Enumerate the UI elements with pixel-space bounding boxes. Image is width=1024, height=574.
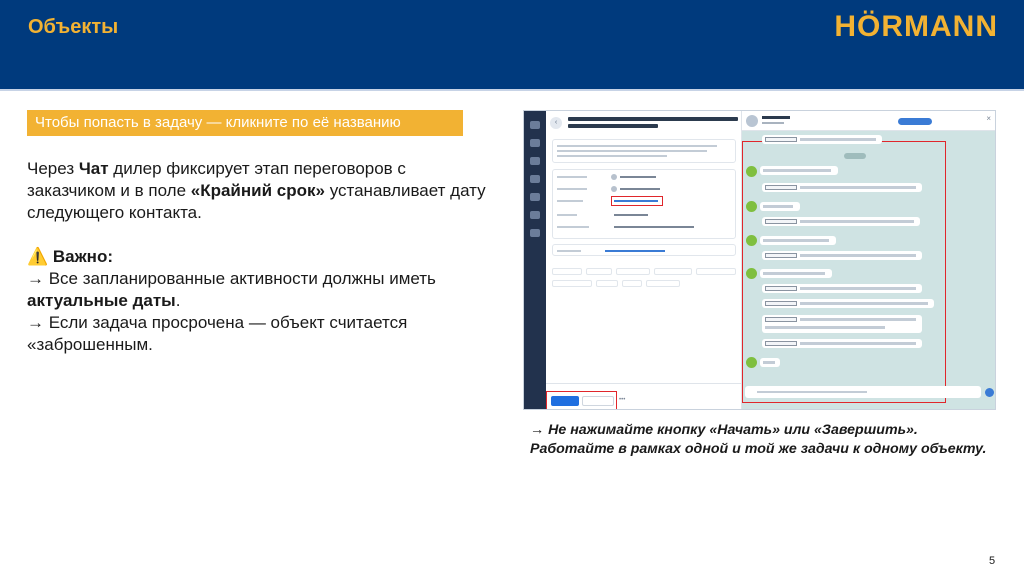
- sidebar-icon: [530, 229, 540, 237]
- chat-action-button[interactable]: [898, 118, 932, 125]
- paragraph-overdue: → Если задача просрочена — объект считается «заброшенным.: [27, 313, 408, 354]
- user-avatar: [746, 201, 757, 212]
- caption-line-1: → Не нажимайте кнопку «Начать» или «Завершить».: [530, 422, 918, 438]
- message-line: [763, 272, 825, 275]
- avatar: [611, 174, 617, 180]
- action-chip[interactable]: [586, 268, 612, 275]
- paragraph-chat: [27, 158, 497, 224]
- user-tag: [765, 137, 797, 142]
- user-tag: [765, 341, 797, 346]
- close-icon[interactable]: ×: [986, 114, 991, 123]
- chat-message: [760, 269, 832, 278]
- action-chips: [552, 268, 736, 290]
- field-label: [557, 188, 587, 190]
- action-chip[interactable]: [646, 280, 680, 287]
- chat-message: [760, 236, 836, 245]
- hormann-logo: HÖRMANN: [834, 10, 998, 43]
- text-fragment: устанавливает дату следующего контакта.: [27, 181, 486, 222]
- chat-header: [742, 111, 996, 131]
- task-panel: [546, 111, 742, 410]
- chat-subtitle-line: [762, 122, 784, 124]
- message-line: [763, 361, 775, 364]
- spacer: [27, 224, 497, 246]
- system-message: [762, 339, 922, 348]
- message-line: [800, 342, 916, 345]
- field-label: [557, 214, 577, 216]
- chat-message: [760, 202, 800, 211]
- task-fields: [552, 169, 736, 239]
- field-label: [557, 176, 587, 178]
- user-tag: [765, 286, 797, 291]
- system-message: [762, 135, 882, 144]
- text-fragment: .: [175, 291, 181, 310]
- field-value: [614, 226, 694, 228]
- task-description-box: [552, 139, 736, 163]
- user-avatar: [746, 268, 757, 279]
- header-divider: [0, 89, 1024, 91]
- message-line: [763, 239, 829, 242]
- user-tag: [765, 219, 797, 224]
- user-tag: [765, 253, 797, 258]
- emphasis-dates: актуальные даты: [27, 291, 176, 310]
- user-avatar: [746, 357, 757, 368]
- task-title-line: [568, 124, 658, 128]
- footer-divider: [546, 383, 742, 384]
- system-message: [762, 315, 922, 333]
- text-fragment: дилер фиксирует этап переговоров с заказчиком и в поле: [27, 159, 406, 200]
- desc-line: [557, 155, 667, 157]
- page-number: 5: [989, 555, 996, 567]
- message-line: [800, 220, 914, 223]
- system-message: [762, 183, 922, 192]
- action-chip[interactable]: [616, 268, 650, 275]
- user-tag: [765, 185, 797, 190]
- message-line: [763, 169, 831, 172]
- message-line: [763, 205, 793, 208]
- text-fragment: → Все запланированные активности должны иметь: [27, 269, 436, 288]
- system-message: [762, 251, 922, 260]
- message-input[interactable]: [745, 386, 981, 398]
- more-icon[interactable]: •••: [619, 397, 626, 403]
- screenshot-caption: [530, 421, 1000, 459]
- deadline-value: [614, 200, 658, 202]
- field-label: [557, 200, 583, 202]
- body-text: [27, 158, 497, 356]
- field-value: [605, 250, 665, 252]
- emphasis-chat: Чат: [78, 159, 109, 178]
- caption-line-2: Работайте в рамках одной и той же задачи к одному объекту.: [530, 441, 987, 457]
- field-label: [557, 226, 589, 228]
- sidebar-icon: [530, 193, 540, 201]
- system-message: [762, 284, 922, 293]
- user-tag: [765, 301, 797, 306]
- sidebar-icon: [530, 157, 540, 165]
- field-value: [614, 214, 648, 216]
- system-message: [762, 299, 934, 308]
- date-separator: [844, 153, 866, 159]
- screenshot-sidebar: [524, 111, 546, 410]
- field-value: [620, 188, 660, 190]
- crm-field: [552, 244, 736, 256]
- task-title-line: [568, 117, 738, 121]
- action-chip[interactable]: [654, 268, 692, 275]
- chat-avatar: [746, 115, 758, 127]
- finish-button[interactable]: [582, 396, 614, 406]
- avatar: [611, 186, 617, 192]
- message-line: [800, 138, 876, 141]
- desc-line: [557, 145, 717, 147]
- message-line: [765, 326, 885, 329]
- emphasis-deadline: «Крайний срок»: [190, 181, 325, 200]
- sidebar-icon: [530, 211, 540, 219]
- sidebar-icon: [530, 175, 540, 183]
- text-fragment: Через: [27, 159, 79, 178]
- desc-line: [557, 150, 707, 152]
- action-chip[interactable]: [552, 280, 592, 287]
- chat-message: [760, 358, 780, 367]
- message-line: [800, 287, 916, 290]
- input-placeholder-line: [757, 391, 867, 393]
- callout-banner: Чтобы попасть в задачу — кликните по её названию: [27, 110, 463, 136]
- system-message: [762, 217, 920, 226]
- page-title: Объекты: [28, 16, 119, 38]
- paragraph-dates: [27, 268, 497, 312]
- message-line: [800, 302, 928, 305]
- field-label: [557, 250, 581, 252]
- sidebar-icon: [530, 139, 540, 147]
- action-chip[interactable]: [622, 280, 642, 287]
- user-avatar: [746, 235, 757, 246]
- slide-header: [0, 0, 1024, 89]
- sidebar-icon: [530, 121, 540, 129]
- user-avatar: [746, 166, 757, 177]
- warning-label: ⚠️ Важно:: [27, 247, 113, 266]
- message-line: [800, 318, 916, 321]
- field-value: [620, 176, 656, 178]
- message-line: [800, 186, 916, 189]
- app-screenshot: [523, 110, 996, 410]
- chat-message: [760, 166, 838, 175]
- action-chip[interactable]: [696, 268, 736, 275]
- send-icon[interactable]: [985, 388, 994, 397]
- chat-title-line: [762, 116, 790, 119]
- user-tag: [765, 317, 797, 322]
- back-arrow-icon: ‹: [550, 117, 562, 129]
- message-line: [800, 254, 916, 257]
- chat-panel: [742, 111, 996, 410]
- action-chip[interactable]: [552, 268, 582, 275]
- start-button[interactable]: [551, 396, 579, 406]
- important-heading: [27, 246, 497, 268]
- action-chip[interactable]: [596, 280, 618, 287]
